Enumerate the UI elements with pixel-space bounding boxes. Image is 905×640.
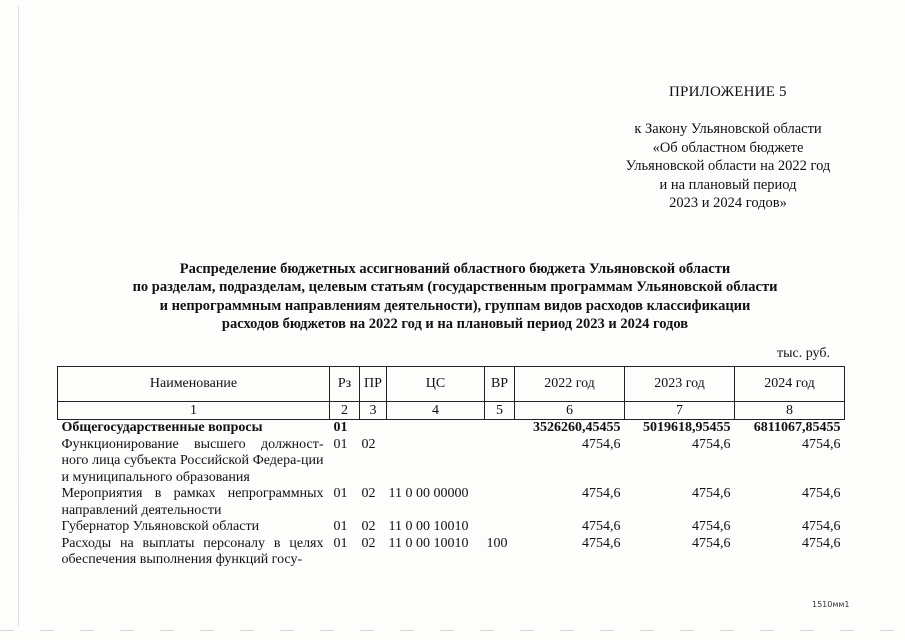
header-row	[58, 367, 845, 402]
row-2023: 4754,6	[692, 486, 731, 501]
row-2023: 4754,6	[692, 436, 731, 452]
document-title	[80, 260, 830, 334]
row-2023: 5019618,95455	[643, 420, 731, 435]
title-line: расходов бюджетов на 2022 год и на плановый период 2023 и 2024 годов	[221, 316, 689, 333]
title-line: Распределение бюджетных ассигнований областного бюджета Ульяновской области	[179, 261, 731, 277]
row-pr: 02	[361, 519, 376, 534]
row-cs	[387, 437, 485, 487]
col-number: 3	[360, 402, 387, 420]
row-vr	[485, 420, 515, 437]
row-name: Функционирование высшего должност-ного лица субъекта Российской Федера-ции и муниципального образования	[61, 436, 324, 485]
law-ref-line: «Об областном бюджете	[652, 139, 804, 156]
appendix-title: ПРИЛОЖЕНИЕ 5	[669, 84, 787, 100]
col-number: 7	[625, 402, 735, 420]
row-pr	[360, 420, 387, 437]
row-rz: 01	[333, 535, 348, 551]
row-vr	[485, 486, 515, 519]
row-2022: 4754,6	[582, 436, 621, 452]
table-row	[58, 420, 845, 437]
law-reference	[600, 120, 856, 213]
row-pr: 02	[361, 436, 376, 452]
row-2022: 4754,6	[582, 535, 621, 551]
scan-edge	[18, 6, 19, 626]
row-2023: 4754,6	[692, 535, 731, 551]
row-name: Расходы на выплаты персоналу в целях обеспечения выполнения функций госу-	[61, 535, 324, 567]
row-2024: 4754,6	[802, 535, 841, 551]
header-2022: 2022 год	[515, 367, 625, 402]
header-rz: Рз	[330, 367, 360, 402]
law-ref-line: к Закону Ульяновской области	[634, 121, 822, 137]
col-number: 4	[387, 402, 485, 420]
row-2022: 4754,6	[582, 486, 621, 501]
header-2024: 2024 год	[735, 367, 845, 402]
col-number: 8	[735, 402, 845, 420]
row-2024: 4754,6	[802, 519, 841, 534]
header-pr: ПР	[360, 367, 387, 402]
table-row	[58, 519, 845, 536]
col-number: 1	[58, 402, 330, 420]
law-ref-line: 2023 и 2024 годов»	[669, 195, 787, 211]
title-line: по разделам, подразделам, целевым статьям (государственным программам Ульяновской области	[132, 279, 778, 296]
row-2023: 4754,6	[692, 519, 731, 534]
row-2022: 3526260,45455	[533, 420, 621, 435]
row-vr	[485, 437, 515, 487]
col-number: 2	[330, 402, 360, 420]
header-cs: ЦС	[387, 367, 485, 402]
row-2022: 4754,6	[582, 519, 621, 534]
scan-edge-bottom	[0, 630, 905, 631]
units-label: тыс. руб.	[777, 346, 830, 361]
row-rz: 01	[333, 436, 348, 452]
row-2024: 4754,6	[802, 436, 841, 452]
page-stamp: 1510мм1	[812, 600, 850, 609]
table-row	[58, 536, 845, 569]
col-number: 5	[485, 402, 515, 420]
row-pr: 02	[361, 535, 376, 551]
row-name: Губернатор Ульяновской области	[61, 519, 260, 534]
row-vr	[485, 519, 515, 536]
row-pr: 02	[361, 486, 376, 501]
law-ref-line: Ульяновской области на 2022 год	[625, 158, 831, 174]
column-number-row	[58, 402, 845, 420]
row-rz: 01	[333, 519, 348, 534]
header-name: Наименование	[58, 367, 330, 402]
header-vr: ВР	[485, 367, 515, 402]
law-ref-line: и на плановый период	[659, 176, 797, 193]
table-row	[58, 486, 845, 519]
row-2024: 4754,6	[802, 486, 841, 501]
row-vr: 100	[486, 535, 508, 551]
table-row	[58, 437, 845, 487]
title-line: и непрограммным направлениям деятельности), группам видов расходов классификации	[159, 297, 751, 314]
budget-table	[57, 366, 845, 569]
header-2023: 2023 год	[625, 367, 735, 402]
col-number: 6	[515, 402, 625, 420]
row-rz: 01	[333, 420, 348, 435]
row-cs: 11 0 00 00000	[388, 486, 469, 501]
row-cs: 11 0 00 10010	[388, 535, 469, 551]
row-cs	[387, 420, 485, 437]
row-name: Мероприятия в рамках непрограммных направлений деятельности	[61, 486, 324, 518]
row-2024: 6811067,85455	[753, 420, 841, 435]
row-rz: 01	[333, 486, 348, 501]
row-name: Общегосударственные вопросы	[61, 420, 263, 435]
row-cs: 11 0 00 10010	[388, 519, 469, 534]
